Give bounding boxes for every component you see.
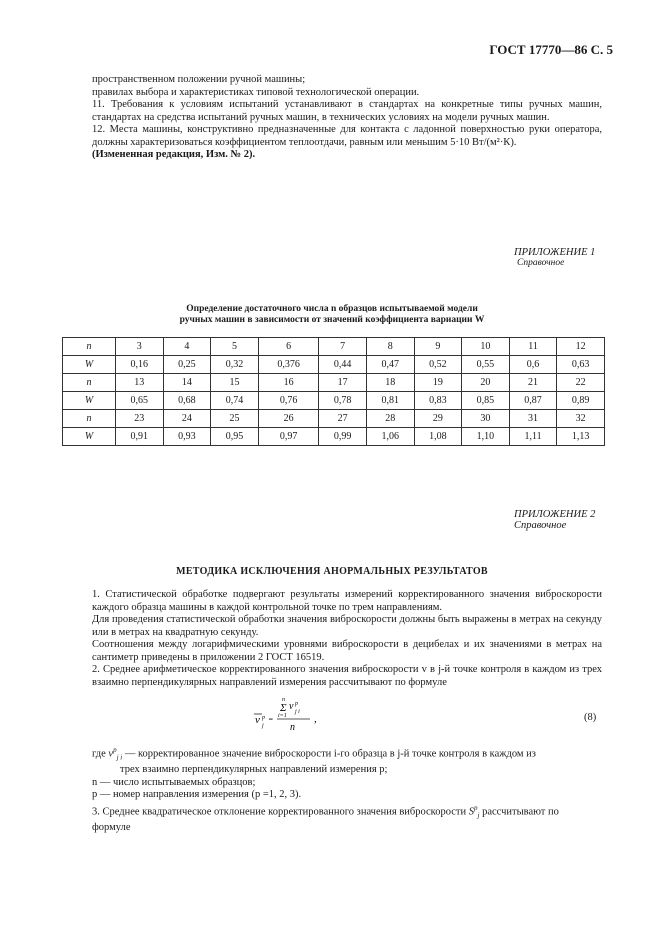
appendix-2-label bbox=[514, 509, 595, 531]
table-cell: 1,13 bbox=[557, 428, 605, 446]
table-cell: 25 bbox=[211, 410, 259, 428]
appendix-2-title: ПРИЛОЖЕНИЕ 2 bbox=[514, 509, 596, 520]
clause-11: 11. Требования к условиям испытаний устанавливают в стандартах на конкретные типы ручных машин, стандартах на средства испытаний ручных машин, в технических условиях на модели ручных машин. bbox=[92, 99, 602, 123]
svg-text:j: j bbox=[262, 723, 264, 729]
table-cell: 0,89 bbox=[557, 392, 605, 410]
table-cell: 0,55 bbox=[462, 356, 510, 374]
clause-block-top bbox=[92, 74, 602, 162]
table-cell: 28 bbox=[366, 410, 414, 428]
table-row bbox=[63, 374, 605, 392]
legend-line-3: p — номер направления измерения (p =1, 2, 3). bbox=[92, 789, 302, 801]
page-header: ГОСТ 17770—86 С. 5 bbox=[489, 42, 613, 57]
table-cell: 32 bbox=[557, 410, 605, 428]
table-cell: 0,74 bbox=[211, 392, 259, 410]
table-cell: 0,93 bbox=[163, 428, 211, 446]
table-cell: 0,44 bbox=[319, 356, 367, 374]
table-cell: 0,83 bbox=[414, 392, 462, 410]
table-cell: 13 bbox=[116, 374, 164, 392]
table-cell: 0,68 bbox=[163, 392, 211, 410]
table-cell: 0,97 bbox=[258, 428, 318, 446]
method-item-1c: Соотношения между логарифмическими уровнями виброскорости в децибелах и их значениями в метрах на сантиметр приведены в приложении 2 ГОСТ 16519. bbox=[92, 639, 602, 663]
table-cell: 21 bbox=[509, 374, 557, 392]
table-cell: 22 bbox=[557, 374, 605, 392]
method-text bbox=[92, 589, 602, 689]
table-title bbox=[92, 304, 572, 326]
appendix-1-label bbox=[514, 247, 595, 269]
table-cell: 11 bbox=[509, 338, 557, 356]
row-label: n bbox=[63, 374, 116, 392]
table-title-line-2: ручных машин в зависимости от значений коэффициента вариации W bbox=[179, 315, 485, 325]
table-cell: 0,99 bbox=[319, 428, 367, 446]
table-cell: 1,10 bbox=[462, 428, 510, 446]
table-cell: 23 bbox=[116, 410, 164, 428]
table-cell: 12 bbox=[557, 338, 605, 356]
row-label: n bbox=[63, 338, 116, 356]
svg-text:=: = bbox=[268, 715, 274, 724]
legend-line-2: n — число испытываемых образцов; bbox=[92, 776, 256, 788]
appendix-2-subtitle: Справочное bbox=[514, 520, 567, 531]
equation-number: (8) bbox=[584, 712, 597, 723]
legend-text-1: — корректированное значение виброскорости i-го образца в j-й точке контроля в каждом из bbox=[124, 748, 536, 760]
table-cell: 27 bbox=[319, 410, 367, 428]
table-cell: 0,52 bbox=[414, 356, 462, 374]
method-item-3: 3. Среднее квадратическое отклонение корректированного значения виброскорости $S^p_j$ рассчитывают по bbox=[92, 803, 559, 820]
table-cell: 1,11 bbox=[509, 428, 557, 446]
text-line: пространственном положении ручной машины; bbox=[92, 74, 306, 85]
table-cell: 4 bbox=[163, 338, 211, 356]
table-cell: 0,32 bbox=[211, 356, 259, 374]
table-cell: 9 bbox=[414, 338, 462, 356]
row-label: W bbox=[63, 428, 116, 446]
table-cell: 0,16 bbox=[116, 356, 164, 374]
table-cell: 26 bbox=[258, 410, 318, 428]
table-row bbox=[63, 428, 605, 446]
svg-text:j i: j i bbox=[295, 709, 300, 715]
formula-mean bbox=[252, 693, 362, 739]
table-cell: 20 bbox=[462, 374, 510, 392]
method-item-2: 2. Среднее арифметическое корректированного значения виброскорости v в j-й точке контроля в каждом из трех взаимно перпендикулярных направлений измерения рассчитывают по формуле bbox=[92, 664, 602, 688]
table-cell: 0,6 bbox=[509, 356, 557, 374]
amendment-note: (Измененная редакция, Изм. № 2). bbox=[92, 149, 256, 160]
method-item-1: 1. Статистической обработке подвергают результаты измерений корректированного значения виброскорости каждого образца машины в каждой контрольной точке по трем направлениям. bbox=[92, 589, 602, 613]
table-cell: 18 bbox=[366, 374, 414, 392]
svg-text:p: p bbox=[262, 715, 265, 721]
table-row bbox=[63, 410, 605, 428]
svg-text:n: n bbox=[290, 722, 295, 733]
table-cell: 30 bbox=[462, 410, 510, 428]
table-cell: 29 bbox=[414, 410, 462, 428]
table-title-line-1: Определение достаточного числа n образцов испытываемой модели bbox=[186, 304, 478, 314]
method-item-3-text: 3. Среднее квадратическое отклонение корректированного значения виброскорости bbox=[92, 806, 467, 818]
table-cell: 0,25 bbox=[163, 356, 211, 374]
table-cell: 1,06 bbox=[366, 428, 414, 446]
table-cell: 15 bbox=[211, 374, 259, 392]
table-cell: 17 bbox=[319, 374, 367, 392]
svg-text:p: p bbox=[295, 701, 298, 707]
table-cell: 10 bbox=[462, 338, 510, 356]
appendix-1-subtitle: Справочное bbox=[517, 258, 565, 268]
method-item-3c: формуле bbox=[92, 821, 131, 833]
table-cell: 0,47 bbox=[366, 356, 414, 374]
table-cell: 7 bbox=[319, 338, 367, 356]
row-label: n bbox=[63, 410, 116, 428]
svg-text:i=1: i=1 bbox=[278, 713, 287, 719]
svg-text:v: v bbox=[289, 701, 294, 712]
table-cell: 31 bbox=[509, 410, 557, 428]
table-row bbox=[63, 356, 605, 374]
table-cell: 0,63 bbox=[557, 356, 605, 374]
table-row bbox=[63, 392, 605, 410]
table-cell: 0,76 bbox=[258, 392, 318, 410]
table-cell: 16 bbox=[258, 374, 318, 392]
table-cell: 0,65 bbox=[116, 392, 164, 410]
table-cell: 14 bbox=[163, 374, 211, 392]
method-item-1b: Для проведения статистической обработки значения виброскорости должны быть выражены в метрах на секунду или в метрах на квадратную секунду. bbox=[92, 614, 602, 638]
table-cell: 0,87 bbox=[509, 392, 557, 410]
table-cell: 1,08 bbox=[414, 428, 462, 446]
clause-12: 12. Места машины, конструктивно предназначенные для контакта с ладонной поверхностью руки оператора, должны характеризоваться коэффициентом теплоотдачи, равным или меньшим 5·10 Вт/(м²·К). bbox=[92, 124, 602, 148]
svg-text:Σ: Σ bbox=[280, 702, 287, 714]
table-row bbox=[63, 338, 605, 356]
row-label: W bbox=[63, 356, 116, 374]
method-item-3-text-b: рассчитывают по bbox=[482, 806, 559, 818]
formula-legend bbox=[92, 744, 602, 834]
appendix-1-title: ПРИЛОЖЕНИЕ 1 bbox=[514, 247, 596, 258]
table-cell: 0,91 bbox=[116, 428, 164, 446]
svg-text:v: v bbox=[255, 714, 260, 726]
legend-line-1b: трех взаимно перпендикулярных направлений измерения p; bbox=[120, 764, 388, 776]
table-cell: 0,78 bbox=[319, 392, 367, 410]
table-cell: 5 bbox=[211, 338, 259, 356]
text-line: правилах выбора и характеристиках типовой технологической операции. bbox=[92, 86, 420, 98]
table-cell: 0,376 bbox=[258, 356, 318, 374]
table-cell: 0,81 bbox=[366, 392, 414, 410]
legend-line-1: где $v^p_{j i}$ — корректированное значение виброскорости i-го образца в j-й точке контроля в каждом из bbox=[92, 746, 536, 762]
svg-text:,: , bbox=[314, 713, 317, 725]
table-cell: 0,85 bbox=[462, 392, 510, 410]
svg-text:n: n bbox=[282, 697, 285, 703]
table-cell: 24 bbox=[163, 410, 211, 428]
table-cell: 19 bbox=[414, 374, 462, 392]
table-cell: 8 bbox=[366, 338, 414, 356]
table-cell: 6 bbox=[258, 338, 318, 356]
row-label: W bbox=[63, 392, 116, 410]
table-cell: 3 bbox=[116, 338, 164, 356]
sample-size-table bbox=[62, 337, 605, 446]
method-title: МЕТОДИКА ИСКЛЮЧЕНИЯ АНОРМАЛЬНЫХ РЕЗУЛЬТАТОВ bbox=[176, 566, 488, 577]
table-cell: 0,95 bbox=[211, 428, 259, 446]
